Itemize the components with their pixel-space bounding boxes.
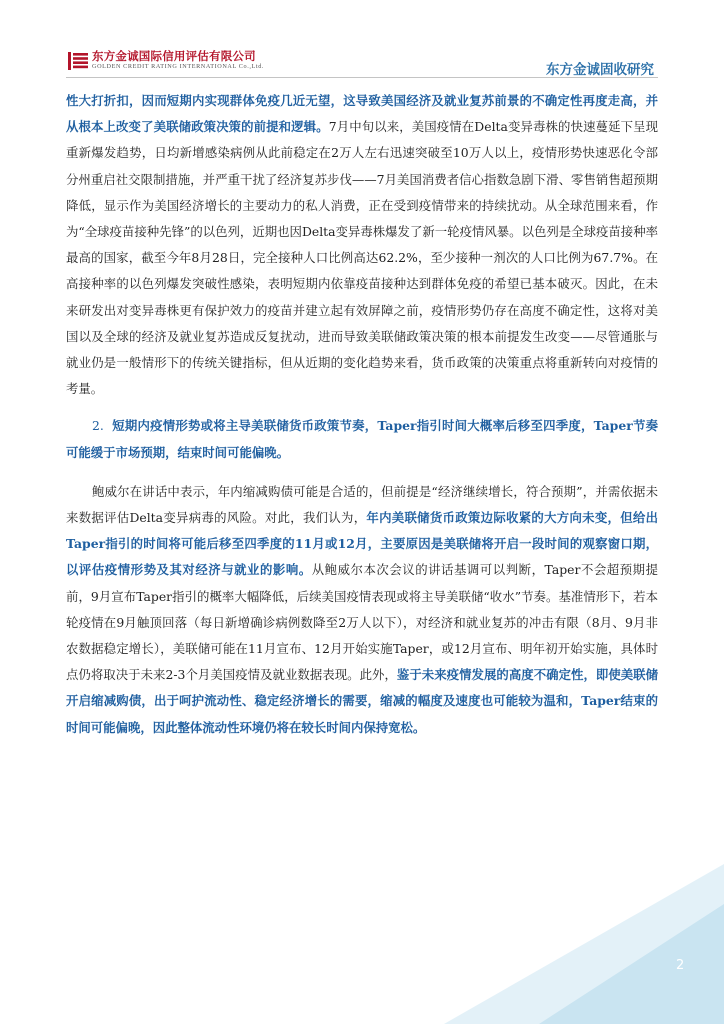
page-header [0,0,724,85]
paragraph-3-emphasis-a: 年内美联储货币政策边际收紧的大方向未变，但给出Taper指引的时间将可能后移至四季度的11月或12月，主要原因是美联储将开启一段时间的观察窗口期，以评估疫情形势及其对经济与就业的影响。 [66,510,658,578]
header-divider [66,77,658,78]
document-body [66,88,658,741]
company-name-cn: 东方金诚国际信用评估有限公司 [92,49,256,63]
company-logo-icon [68,52,88,70]
report-series-title: 东方金诚固收研究 [546,62,654,78]
section-heading-2 [66,413,658,465]
paragraph-1 [66,88,658,402]
paragraph-3-text-b: 从鲍威尔本次会议的讲话基调可以判断，Taper不会超预期提前，9月宣布Taper指引的概率大幅降低，后续美国疫情表现或将主导美联储“收水”节奏。基准情形下，若本轮疫情在9月触顶回落（每日新增确诊病例数降至2万人以下），对经济和就业复苏的冲击有限（8月、9月非农数据稳定增长），美联储可能在11月宣布、12月开始实施Taper，或12月宣布、明年初开始实施，具体时点仍将取决于未来2-3个月美国疫情及就业数据表现。此外， [66,562,658,683]
paragraph-3-text-a: 鲍威尔在讲话中表示，年内缩减购债可能是合适的，但前提是“经济继续增长，符合预期”，并需依据未来数据评估Delta变异病毒的风险。对此，我们认为， [66,483,658,526]
paragraph-1-text: 7月中旬以来，美国疫情在Delta变异毒株的快速蔓延下呈现重新爆发趋势，日均新增感染病例从此前稳定在2万人左右迅速突破至10万人以上，疫情形势快速恶化令部分州重启社交限制措施，并严重干扰了经济复苏步伐——7月美国消费者信心指数急剧下滑、零售销售超预期降低，显示作为美国经济增长的主要动力的私人消费，正在受到疫情带来的持续扰动。从全球范围来看，作为“全球疫苗接种先锋”的以色列，近期也因Delta变异毒株爆发了新一轮疫情风暴。以色列是全球疫苗接种率最高的国家，截至今年8月28日，完全接种人口比例高达62.2%，至少接种一剂次的人口比例为67.7%。在高接种率的以色列爆发突破性感染，表明短期内依靠疫苗接种达到群体免疫的希望已基本破灭。因此，在未来研发出对变异毒株更有保护效力的疫苗并建立起有效屏障之前，疫情形势仍存在高度不确定性，这将对美国以及全球的经济及就业复苏造成反复扰动，进而导致美联储政策决策的根本前提发生改变——尽管通胀与就业仍是一般情形下的传统关键指标，但从近期的变化趋势来看，货币政策的决策重点将重新转向对疫情的考量。 [66,119,659,397]
paragraph-3-emphasis-b: 鉴于未来疫情发展的高度不确定性，即使美联储开启缩减购债，出于呵护流动性、稳定经济增长的需要，缩减的幅度及速度也可能较为温和，Taper结束的时间可能偏晚，因此整体流动性环境仍将在较长时间内保持宽松。 [66,667,659,735]
paragraph-1-emphasis: 性大打折扣，因而短期内实现群体免疫几近无望，这导致美国经济及就业复苏前景的不确定性再度走高，并从根本上改变了美联储政策决策的前提和逻辑。 [66,93,658,135]
section-number: 2. [92,418,104,434]
paragraph-3 [66,479,658,741]
section-title: 短期内疫情形势或将主导美联储货币政策节奏，Taper指引时间大概率后移至四季度，Taper节奏可能缓于市场预期，结束时间可能偏晚。 [66,418,658,460]
company-name-en: GOLDEN CREDIT RATING INTERNATIONAL Co.,Ltd. [92,63,265,70]
company-brand [92,50,264,71]
corner-decoration [444,864,724,1024]
page-number: 2 [676,958,685,973]
